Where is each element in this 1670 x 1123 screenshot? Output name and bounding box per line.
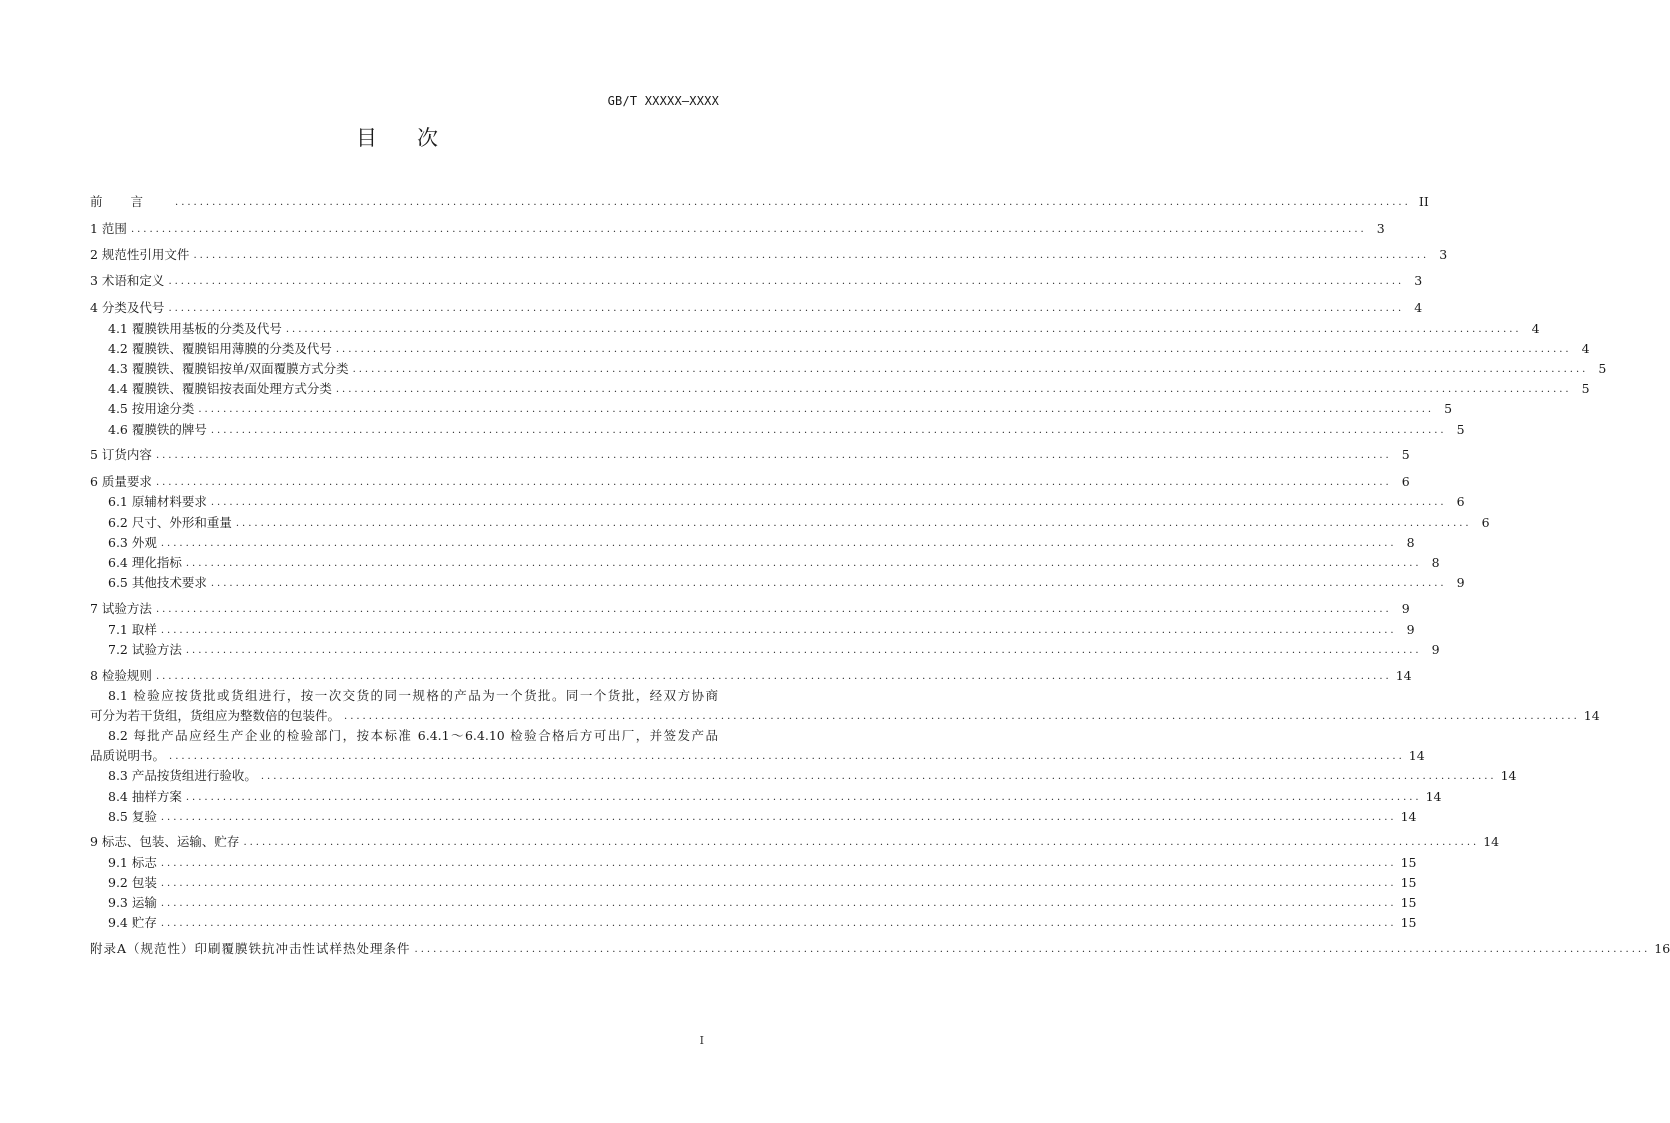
leader-dots: ........................................................................................................................................................................................................: [285, 324, 1522, 335]
toc-entry-label: 6 质量要求: [90, 474, 152, 489]
leader-dots: ........................................................................................................................................................................................................: [185, 645, 1422, 656]
toc-entry-label: 9.1 标志: [108, 855, 157, 870]
toc-subentry[interactable]: [108, 401, 1453, 417]
toc-entry[interactable]: [90, 834, 1500, 850]
toc-subentry[interactable]: [108, 361, 1607, 377]
toc-entry[interactable]: [90, 300, 1423, 316]
toc-entry-label: 4.5 按用途分类: [108, 401, 195, 416]
toc-entry-label: 7.1 取样: [108, 622, 157, 637]
toc-subentry[interactable]: [108, 915, 1417, 931]
toc-entry-label: 8.3 产品按货组进行验收。: [108, 768, 257, 783]
toc-entry-page: 14: [1395, 668, 1412, 683]
toc-entry-page: 15: [1400, 855, 1417, 870]
toc-entry-page: 4: [1531, 321, 1540, 336]
toc-entry-label: 4.1 覆膜铁用基板的分类及代号: [108, 321, 282, 336]
toc-entry-page: 3: [1414, 273, 1423, 288]
toc-entry-page: 9: [1456, 575, 1465, 590]
toc-entry-page: 4: [1414, 300, 1423, 315]
toc-subentry[interactable]: [108, 809, 1417, 825]
toc-entry-label: 2 规范性引用文件: [90, 247, 190, 262]
toc-entry-page: II: [1418, 194, 1429, 209]
toc-entry-label: 4.2 覆膜铁、覆膜铝用薄膜的分类及代号: [108, 341, 332, 356]
toc-entry-label: 4 分类及代号: [90, 300, 165, 315]
toc-entry-page: 6: [1456, 494, 1465, 509]
toc-entry-annex[interactable]: [90, 941, 1670, 957]
toc-entry-label: 8.5 复验: [108, 809, 157, 824]
toc-entry-label: 可分为若干货组，货组应为整数倍的包装件。: [90, 708, 341, 723]
toc-entry-label: 品质说明书。: [90, 748, 166, 763]
leader-dots: ........................................................................................................................................................................................................: [185, 558, 1422, 569]
toc-entry-page: 9: [1406, 622, 1415, 637]
toc-entry-page: 5: [1456, 422, 1465, 437]
toc-subentry[interactable]: [108, 321, 1540, 337]
toc-entry-page: 8: [1431, 555, 1440, 570]
toc-entry[interactable]: [90, 474, 1410, 490]
toc-subentry-line1[interactable]: 8.1 检验应按货批或货组进行，按一次交货的同一规格的产品为一个货批。同一个货批，经双方协商: [108, 688, 718, 703]
leader-dots: ........................................................................................................................................................................................................: [210, 497, 1447, 508]
toc-entry-label: 3 术语和定义: [90, 273, 165, 288]
toc-subentry[interactable]: [108, 494, 1465, 510]
toc-entry-page: 6: [1481, 515, 1490, 530]
leader-dots: ........................................................................................................................................................................................................: [210, 425, 1447, 436]
toc-entry-page: 3: [1376, 221, 1385, 236]
leader-dots: ........................................................................................................................................................................................................: [168, 303, 1405, 314]
toc-entry[interactable]: [90, 221, 1385, 237]
toc-entry-label: 4.4 覆膜铁、覆膜铝按表面处理方式分类: [108, 381, 332, 396]
toc-subentry[interactable]: [108, 555, 1440, 571]
page-number: I: [699, 1034, 704, 1047]
toc-entry-label: 6.5 其他技术要求: [108, 575, 207, 590]
leader-dots: ........................................................................................................................................................................................................: [235, 518, 1472, 529]
toc-entry-label: 6.2 尺寸、外形和重量: [108, 515, 232, 530]
toc-entry-page: 5: [1444, 401, 1453, 416]
toc-entry-label: 6.1 原辅材料要求: [108, 494, 207, 509]
toc-entry-page: 3: [1439, 247, 1448, 262]
toc-entry-page: 6: [1401, 474, 1410, 489]
toc-entry-label: 5 订货内容: [90, 447, 152, 462]
leader-dots: ........................................................................................................................................................................................................: [160, 625, 1397, 636]
toc-entry-label: 附录A（规范性）印刷覆膜铁抗冲击性试样热处理条件: [90, 941, 411, 956]
leader-dots: ........................................................................................................................................................................................................: [130, 224, 1367, 235]
toc-subentry[interactable]: [108, 855, 1417, 871]
toc-subentry[interactable]: [108, 895, 1417, 911]
toc-subentry-line2[interactable]: [90, 708, 1600, 724]
toc-subentry[interactable]: [108, 515, 1490, 531]
toc-entry-label: 9 标志、包装、运输、贮存: [90, 834, 240, 849]
toc-entry-page: 15: [1400, 915, 1417, 930]
toc-entry-label: 6.3 外观: [108, 535, 157, 550]
toc-entry-label: 7 试验方法: [90, 601, 152, 616]
toc-entry-page: 8: [1406, 535, 1415, 550]
leader-dots: ........................................................................................................................................................................................................: [198, 404, 1435, 415]
toc-entry-page: 14: [1425, 789, 1442, 804]
toc-subentry-line2[interactable]: [90, 748, 1425, 764]
toc-subentry[interactable]: [108, 575, 1465, 591]
leader-dots: ........................................................................................................................................................................................................: [160, 898, 1397, 909]
leader-dots: ........................................................................................................................................................................................................: [168, 276, 1405, 287]
leader-dots: ........................................................................................................................................................................................................: [175, 197, 1411, 208]
leader-dots: ........................................................................................................................................................................................................: [160, 538, 1397, 549]
leader-dots: ........................................................................................................................................................................................................: [414, 944, 1651, 955]
toc-entry[interactable]: [90, 273, 1423, 289]
toc-entry-page: 16: [1654, 941, 1670, 956]
toc-entry-page: 5: [1598, 361, 1607, 376]
page-title: 目次: [356, 126, 478, 150]
leader-dots: ........................................................................................................................................................................................................: [335, 384, 1572, 395]
toc-entry-label: 9.4 贮存: [108, 915, 157, 930]
toc-entry[interactable]: [90, 247, 1448, 263]
toc-subentry[interactable]: [108, 875, 1417, 891]
toc-entry-page: 14: [1400, 809, 1417, 824]
toc-subentry-line1[interactable]: 8.2 每批产品应经生产企业的检验部门，按本标准 6.4.1～6.4.10 检验合格后方可出厂，并签发产品: [108, 728, 718, 743]
toc-entry-label: 6.4 理化指标: [108, 555, 182, 570]
leader-dots: ........................................................................................................................................................................................................: [155, 671, 1392, 682]
leader-dots: ........................................................................................................................................................................................................: [155, 450, 1392, 461]
toc-entry-page: 5: [1581, 381, 1590, 396]
leader-dots: ........................................................................................................................................................................................................: [210, 578, 1447, 589]
toc-entry-label: 9.3 运输: [108, 895, 157, 910]
toc-entry-page: 9: [1431, 642, 1440, 657]
toc-entry-label: 9.2 包装: [108, 875, 157, 890]
toc-entry-label: 1 范围: [90, 221, 127, 236]
toc-entry-label: 4.6 覆膜铁的牌号: [108, 422, 207, 437]
leader-dots: ........................................................................................................................................................................................................: [260, 771, 1497, 782]
toc-entry-page: 14: [1583, 708, 1600, 723]
toc-entry-page: 15: [1400, 895, 1417, 910]
leader-dots: ........................................................................................................................................................................................................: [160, 858, 1397, 869]
leader-dots: ........................................................................................................................................................................................................: [185, 792, 1422, 803]
toc-entry-page: 14: [1408, 748, 1425, 763]
leader-dots: ........................................................................................................................................................................................................: [169, 751, 1405, 762]
leader-dots: ........................................................................................................................................................................................................: [160, 918, 1397, 929]
toc-subentry[interactable]: [108, 768, 1517, 784]
leader-dots: ........................................................................................................................................................................................................: [335, 344, 1572, 355]
leader-dots: ........................................................................................................................................................................................................: [160, 812, 1397, 823]
toc-subentry[interactable]: [108, 642, 1440, 658]
toc-subentry[interactable]: [108, 381, 1590, 397]
toc-entry[interactable]: [90, 447, 1410, 463]
leader-dots: ........................................................................................................................................................................................................: [344, 711, 1580, 722]
toc-subentry[interactable]: [108, 789, 1442, 805]
leader-dots: ........................................................................................................................................................................................................: [160, 878, 1397, 889]
toc-entry-label: 前言: [90, 194, 172, 209]
toc-entry-foreword[interactable]: [90, 194, 1429, 210]
toc-entry-page: 15: [1400, 875, 1417, 890]
toc-entry-label: 8.4 抽样方案: [108, 789, 182, 804]
toc-subentry[interactable]: [108, 341, 1590, 357]
leader-dots: ........................................................................................................................................................................................................: [243, 837, 1480, 848]
toc-entry-page: 14: [1500, 768, 1517, 783]
toc-entry-page: 14: [1483, 834, 1500, 849]
toc-entry[interactable]: [90, 601, 1410, 617]
toc-entry-page: 9: [1401, 601, 1410, 616]
toc-entry-page: 5: [1401, 447, 1410, 462]
toc-entry-label: 4.3 覆膜铁、覆膜铝按单/双面覆膜方式分类: [108, 361, 349, 376]
leader-dots: ........................................................................................................................................................................................................: [155, 604, 1392, 615]
toc-entry[interactable]: [90, 668, 1412, 684]
toc-subentry[interactable]: [108, 535, 1415, 551]
leader-dots: ........................................................................................................................................................................................................: [193, 250, 1430, 261]
toc-subentry[interactable]: [108, 622, 1415, 638]
toc-entry-label: 7.2 试验方法: [108, 642, 182, 657]
toc-entry-label: 8 检验规则: [90, 668, 152, 683]
toc-subentry[interactable]: [108, 422, 1465, 438]
leader-dots: ........................................................................................................................................................................................................: [352, 364, 1589, 375]
standard-number: GB/T XXXXX—XXXX: [607, 94, 719, 108]
leader-dots: ........................................................................................................................................................................................................: [155, 477, 1392, 488]
toc-entry-page: 4: [1581, 341, 1590, 356]
